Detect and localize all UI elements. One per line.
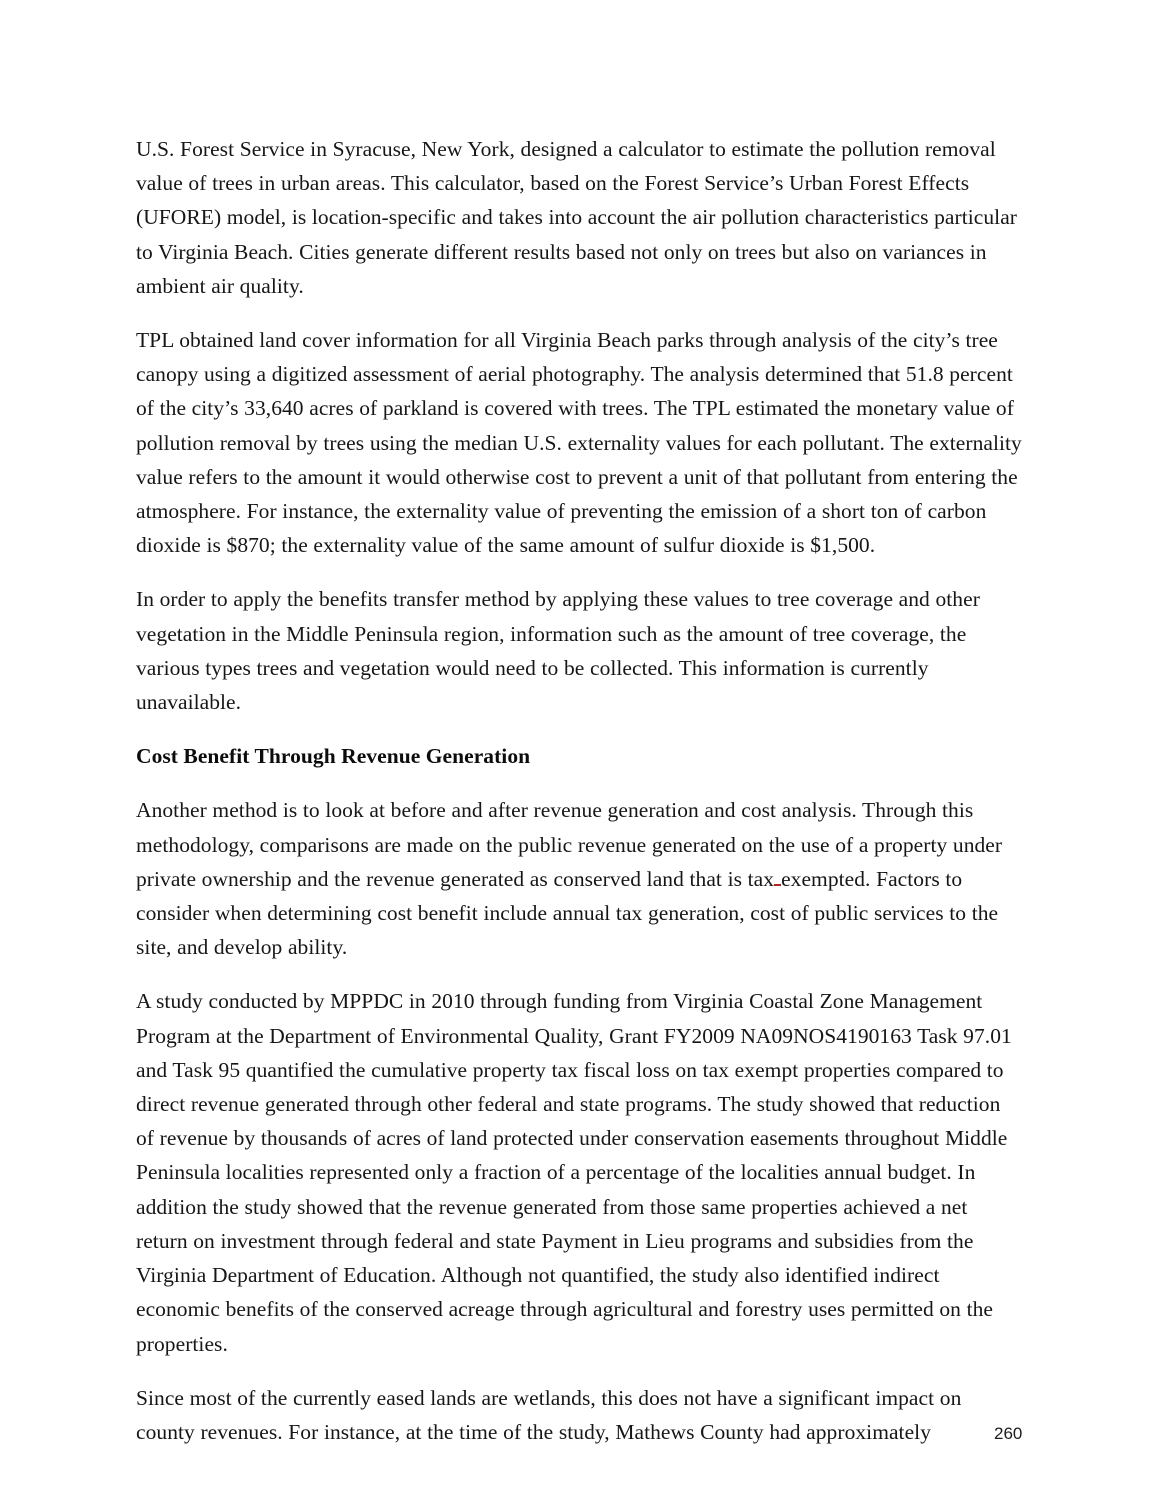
body-paragraph-2: TPL obtained land cover information for all Virginia Beach parks through analysis of the city’s tree canopy using a digitized assessment of aerial photography. The analysis determined that 51.8 percent of the city’s 33,640 acres of parkland is covered with trees. The TPL estimated the monetary value of pollution removal by trees using the median U.S. externality values for each pollutant. The externality value refers to the amount it would otherwise cost to prevent a unit of that pollutant from entering the atmosphere. For instance, the externality value of preventing the emission of a short ton of carbon dioxide is $870; the externality value of the same amount of sulfur dioxide is $1,500. bbox=[136, 328, 1022, 558]
page-number: 260 bbox=[994, 1424, 1023, 1443]
body-paragraph-5: A study conducted by MPPDC in 2010 through funding from Virginia Coastal Zone Management Program at the Department of Environmental Quality, Grant FY2009 NA09NOS4190163 Task 97.01 and Task 95 quantified the cumulative property tax fiscal loss on tax exempt properties compared to direct revenue generated through other federal and state programs. The study showed that reduction of revenue by thousands of acres of land protected under conservation easements throughout Middle Peninsula localities represented only a fraction of a percentage of the localities annual budget. In addition the study showed that the revenue generated from those same properties achieved a net return on investment through federal and state Payment in Lieu programs and subsidies from the Virginia Department of Education. Although not quantified, the study also identified indirect economic benefits of the conserved acreage through agricultural and forestry uses permitted on the properties. bbox=[136, 989, 1012, 1356]
page-content bbox=[136, 132, 1022, 1449]
body-paragraph-4-segment-1: Another method is to look at before and after revenue generation and cost analysis. Through this methodology, comparisons are made on the public revenue generated on the use of a property under private ownership and the revenue generated as conserved land that is tax bbox=[136, 798, 1003, 891]
body-paragraph-4-segment-2: exempted. Factors to consider when determining cost benefit include annual tax generation, cost of public services to the site, and develop ability. bbox=[136, 866, 999, 960]
section-heading-cost-benefit: Cost Benefit Through Revenue Generation bbox=[136, 744, 531, 769]
spellcheck-underline-icon bbox=[774, 865, 781, 886]
body-paragraph-1: U.S. Forest Service in Syracuse, New York, designed a calculator to estimate the pollution removal value of trees in urban areas. This calculator, based on the Forest Service’s Urban Forest Effects (UFORE) model, is location-specific and takes into account the air pollution characteristics particular to Virginia Beach. Cities generate different results based not only on trees but also on variances in ambient air quality. bbox=[136, 137, 1017, 298]
body-paragraph-4 bbox=[136, 793, 1022, 964]
body-paragraph-3: In order to apply the benefits transfer method by applying these values to tree coverage and other vegetation in the Middle Peninsula region, information such as the amount of tree coverage, the various types trees and vegetation would need to be collected. This information is currently unavailable. bbox=[136, 587, 980, 715]
body-paragraph-6: Since most of the currently eased lands are wetlands, this does not have a significant impact on county revenues. For instance, at the time of the study, Mathews County had approximately bbox=[136, 1385, 962, 1444]
